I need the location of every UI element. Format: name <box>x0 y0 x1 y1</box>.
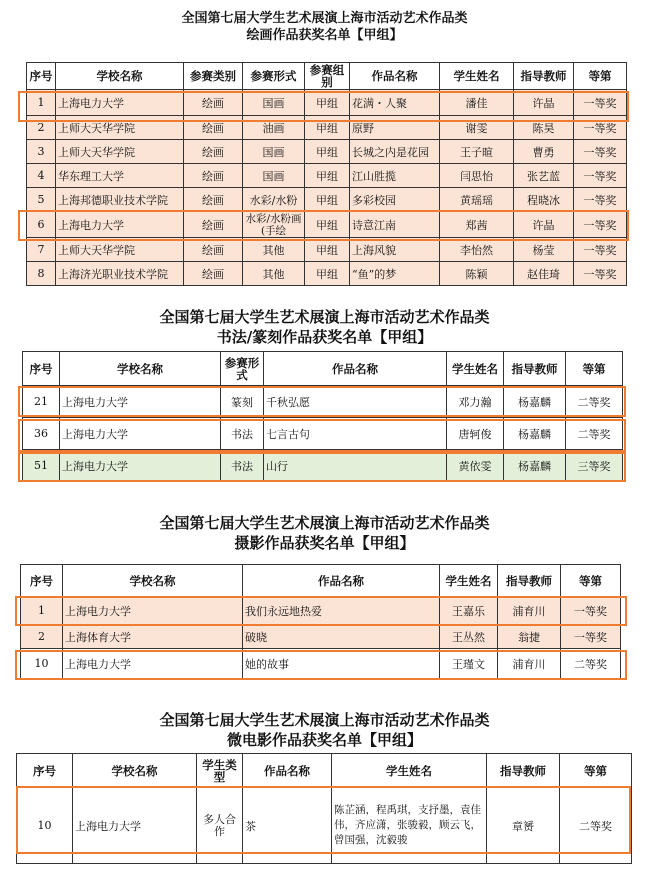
cell-seq: 8 <box>27 262 56 286</box>
cell-award: 一等奖 <box>574 238 627 262</box>
cell-group: 甲组 <box>305 212 350 238</box>
header-cell: 序号 <box>23 352 60 386</box>
cell-category: 绘画 <box>184 90 243 116</box>
header-cell: 学生姓名 <box>440 565 498 597</box>
cell-teacher: 杨嘉麟 <box>504 386 566 418</box>
cell-seq: 4 <box>27 164 56 188</box>
header-cell: 学校名称 <box>73 754 197 788</box>
cell-category: 绘画 <box>184 164 243 188</box>
cell-seq: 51 <box>23 450 60 482</box>
cell-award: 一等奖 <box>574 262 627 286</box>
cell-work: 千秋弘愿 <box>264 386 447 418</box>
cell-group: 甲组 <box>305 262 350 286</box>
cell-school: 华东理工大学 <box>56 164 184 188</box>
cell-work: 七言古句 <box>264 418 447 450</box>
cell-teacher: 许晶 <box>514 90 574 116</box>
cell-form: 水彩/水粉画(手绘 <box>243 212 305 238</box>
cell-award: 一等奖 <box>574 140 627 164</box>
cell-work: 花满・人聚 <box>350 90 440 116</box>
cell-student: 郑茜 <box>440 212 514 238</box>
header-cell: 学校名称 <box>56 63 184 90</box>
cell-award: 一等奖 <box>574 164 627 188</box>
header-cell: 学生姓名 <box>332 754 487 788</box>
cell-seq: 2 <box>27 116 56 140</box>
cell-work: 上海风貌 <box>350 238 440 262</box>
cell-work: 我们永远地热爱 <box>243 597 440 625</box>
header-cell: 学生姓名 <box>447 352 504 386</box>
cell-form: 国画 <box>243 90 305 116</box>
cell-teacher: 章赟 <box>487 788 560 864</box>
section2-title-line2: 书法/篆刻作品获奖名单【甲组】 <box>216 328 433 346</box>
cell-school: 上海电力大学 <box>56 212 184 238</box>
cell-teacher: 浦育川 <box>498 649 561 679</box>
table-row <box>23 418 623 450</box>
table-row <box>27 238 627 262</box>
cell-seq: 21 <box>23 386 60 418</box>
cell-school: 上海体育大学 <box>63 625 243 649</box>
table-row <box>27 90 627 116</box>
cell-category: 绘画 <box>184 262 243 286</box>
cell-student: 黄依雯 <box>447 450 504 482</box>
header-cell: 指导教师 <box>504 352 566 386</box>
calligraphy-awards-table <box>22 351 623 482</box>
header-cell: 参赛组别 <box>305 63 350 90</box>
cell-group: 甲组 <box>305 238 350 262</box>
section1-title-line1: 全国第七届大学生艺术展演上海市活动艺术作品类 <box>181 11 468 26</box>
cell-award: 二等奖 <box>566 386 623 418</box>
header-cell: 作品名称 <box>243 754 332 788</box>
cell-seq: 36 <box>23 418 60 450</box>
cell-teacher: 杨嘉麟 <box>504 450 566 482</box>
cell-work: 茶 <box>243 788 332 864</box>
cell-form: 其他 <box>243 238 305 262</box>
header-cell: 作品名称 <box>243 565 440 597</box>
header-cell: 学校名称 <box>60 352 221 386</box>
cell-teacher: 杨莹 <box>514 238 574 262</box>
cell-award: 三等奖 <box>566 450 623 482</box>
cell-student: 李怡然 <box>440 238 514 262</box>
header-cell: 参赛形式 <box>221 352 264 386</box>
cell-work: 多彩校园 <box>350 188 440 212</box>
cell-form: 其他 <box>243 262 305 286</box>
cell-teacher: 许晶 <box>514 212 574 238</box>
section3-title-line1: 全国第七届大学生艺术展演上海市活动艺术作品类 <box>159 514 490 532</box>
cell-form: 水彩/水粉 <box>243 188 305 212</box>
cell-seq: 2 <box>21 625 63 649</box>
cell-work: 山行 <box>264 450 447 482</box>
cell-category: 绘画 <box>184 116 243 140</box>
cell-form: 书法 <box>221 418 264 450</box>
cell-category: 绘画 <box>184 188 243 212</box>
cell-group: 甲组 <box>305 140 350 164</box>
microfilm-awards-table <box>16 753 632 864</box>
table-row <box>27 212 627 238</box>
cell-school: 上海电力大学 <box>60 418 221 450</box>
cell-group: 甲组 <box>305 188 350 212</box>
cell-teacher: 浦育川 <box>498 597 561 625</box>
table-row <box>27 188 627 212</box>
section2-title-line1: 全国第七届大学生艺术展演上海市活动艺术作品类 <box>159 308 490 326</box>
cell-award: 一等奖 <box>574 212 627 238</box>
header-cell: 序号 <box>21 565 63 597</box>
table-row <box>27 262 627 286</box>
header-cell: 指导教师 <box>498 565 561 597</box>
header-cell: 指导教师 <box>514 63 574 90</box>
header-cell: 学生类型 <box>197 754 243 788</box>
cell-student: 王丛然 <box>440 625 498 649</box>
cell-seq: 3 <box>27 140 56 164</box>
cell-group: 甲组 <box>305 116 350 140</box>
cell-seq: 1 <box>21 597 63 625</box>
cell-category: 绘画 <box>184 140 243 164</box>
cell-teacher: 张艺蓝 <box>514 164 574 188</box>
cell-award: 二等奖 <box>566 418 623 450</box>
cell-teacher: 陈昊 <box>514 116 574 140</box>
photography-awards-table <box>20 564 621 679</box>
cell-school: 上师大天华学院 <box>56 116 184 140</box>
cell-school: 上海邦德职业技术学院 <box>56 188 184 212</box>
header-cell: 参赛形式 <box>243 63 305 90</box>
cell-student-names: 陈芷涵，程禹琪，支抒墨，袁佳伟，齐应潇，张骏毅，顾云飞，曾国强，沈毅骏 <box>332 788 487 864</box>
header-cell: 作品名称 <box>264 352 447 386</box>
cell-work: 长城之内是花园 <box>350 140 440 164</box>
cell-work: 原野 <box>350 116 440 140</box>
cell-seq: 5 <box>27 188 56 212</box>
table-header-row <box>27 63 627 90</box>
cell-teacher: 程晓冰 <box>514 188 574 212</box>
cell-form: 国画 <box>243 140 305 164</box>
cell-teacher: 赵佳琦 <box>514 262 574 286</box>
header-cell: 等第 <box>574 63 627 90</box>
table-row <box>21 625 621 649</box>
cell-seq: 1 <box>27 90 56 116</box>
cell-work: 她的故事 <box>243 649 440 679</box>
cell-student: 王瑾文 <box>440 649 498 679</box>
cell-school: 上海电力大学 <box>60 386 221 418</box>
cell-teacher: 翁捷 <box>498 625 561 649</box>
cell-student: 王子暄 <box>440 140 514 164</box>
table-row <box>23 386 623 418</box>
section4-title-line1: 全国第七届大学生艺术展演上海市活动艺术作品类 <box>159 711 490 729</box>
cell-school: 上师大天华学院 <box>56 238 184 262</box>
table-row <box>27 116 627 140</box>
cell-work: 诗意江南 <box>350 212 440 238</box>
header-cell: 作品名称 <box>350 63 440 90</box>
cell-award: 二等奖 <box>560 788 632 864</box>
section4-title-line2: 微电影作品获奖名单【甲组】 <box>226 731 422 749</box>
cell-teacher: 杨嘉麟 <box>504 418 566 450</box>
cell-school: 上海电力大学 <box>56 90 184 116</box>
header-cell: 参赛类别 <box>184 63 243 90</box>
cell-school: 上海电力大学 <box>73 788 197 864</box>
cell-seq: 6 <box>27 212 56 238</box>
cell-student: 唐轲俊 <box>447 418 504 450</box>
cell-school: 上师大天华学院 <box>56 140 184 164</box>
cell-student: 谢雯 <box>440 116 514 140</box>
table-row <box>21 649 621 679</box>
header-cell: 等第 <box>566 352 623 386</box>
table-header-row <box>17 754 632 788</box>
header-cell: 指导教师 <box>487 754 560 788</box>
cell-student: 黄瑶瑶 <box>440 188 514 212</box>
cell-school: 上海济光职业技术学院 <box>56 262 184 286</box>
table-row <box>23 450 623 482</box>
cell-category: 绘画 <box>184 238 243 262</box>
table-header-row <box>23 352 623 386</box>
cell-award: 一等奖 <box>574 116 627 140</box>
cell-seq: 10 <box>21 649 63 679</box>
cell-group: 甲组 <box>305 90 350 116</box>
cell-award: 一等奖 <box>574 188 627 212</box>
header-cell: 学生姓名 <box>440 63 514 90</box>
cell-teacher: 曹勇 <box>514 140 574 164</box>
cell-work: “鱼”的梦 <box>350 262 440 286</box>
cell-group: 甲组 <box>305 164 350 188</box>
cell-school: 上海电力大学 <box>60 450 221 482</box>
table-row <box>17 788 632 864</box>
header-cell: 等第 <box>560 754 632 788</box>
cell-form: 油画 <box>243 116 305 140</box>
cell-award: 二等奖 <box>561 649 621 679</box>
table-row <box>27 164 627 188</box>
cell-student: 邓力瀚 <box>447 386 504 418</box>
section3-title-line2: 摄影作品获奖名单【甲组】 <box>234 534 415 552</box>
cell-award: 一等奖 <box>561 597 621 625</box>
cell-student: 王嘉乐 <box>440 597 498 625</box>
table-row <box>21 597 621 625</box>
cell-form: 书法 <box>221 450 264 482</box>
cell-school: 上海电力大学 <box>63 597 243 625</box>
cell-seq: 7 <box>27 238 56 262</box>
section1-title-line2: 绘画作品获奖名单【甲组】 <box>246 28 403 43</box>
header-cell: 学校名称 <box>63 565 243 597</box>
cell-student: 闫思怡 <box>440 164 514 188</box>
table-header-row <box>21 565 621 597</box>
header-cell: 序号 <box>17 754 73 788</box>
cell-work: 破晓 <box>243 625 440 649</box>
cell-student: 陈颖 <box>440 262 514 286</box>
cell-seq: 10 <box>17 788 73 864</box>
cell-form: 篆刻 <box>221 386 264 418</box>
header-cell: 等第 <box>561 565 621 597</box>
cell-award: 一等奖 <box>574 90 627 116</box>
painting-awards-table <box>26 62 627 286</box>
cell-student-type: 多人合作 <box>197 788 243 864</box>
cell-category: 绘画 <box>184 212 243 238</box>
table-row <box>27 140 627 164</box>
cell-student: 潘佳 <box>440 90 514 116</box>
cell-award: 一等奖 <box>561 625 621 649</box>
header-cell: 序号 <box>27 63 56 90</box>
cell-work: 江山胜揽 <box>350 164 440 188</box>
cell-form: 国画 <box>243 164 305 188</box>
cell-school: 上海电力大学 <box>63 649 243 679</box>
